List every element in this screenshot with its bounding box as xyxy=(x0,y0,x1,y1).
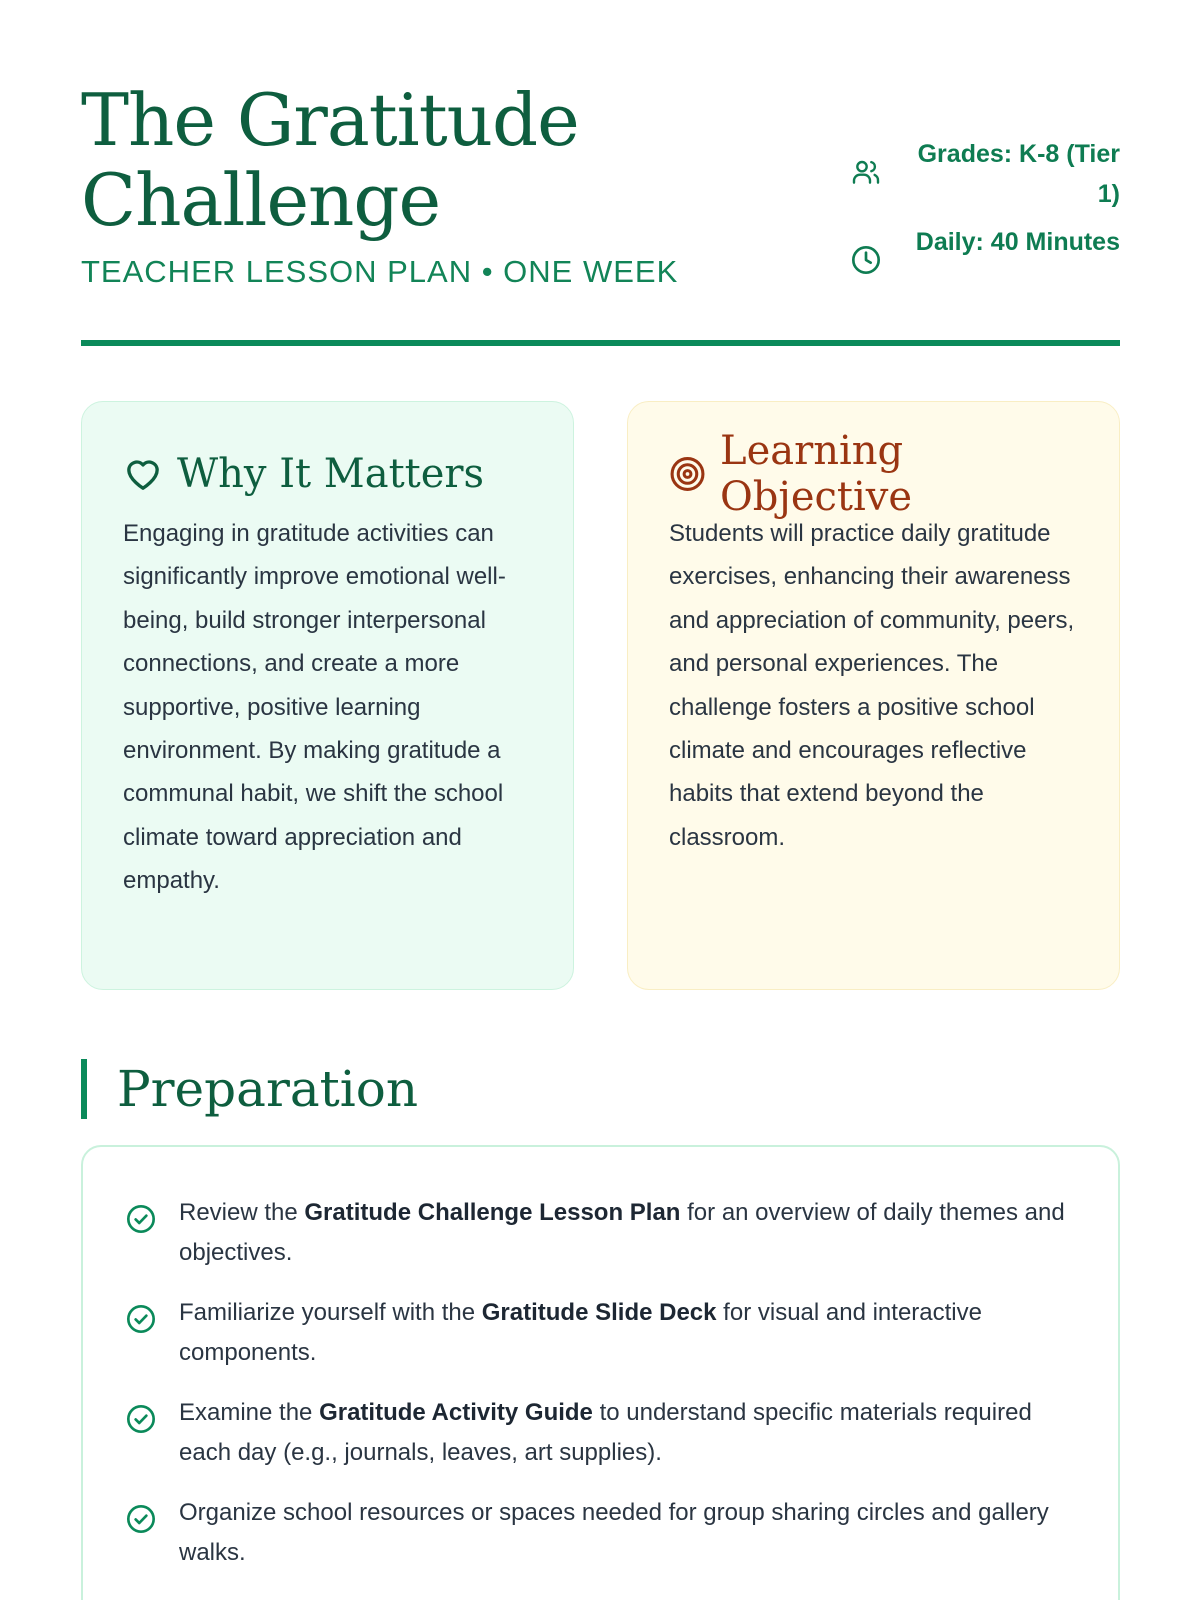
learning-objective-title: Learning Objective xyxy=(720,428,913,520)
preparation-checklist xyxy=(81,1145,1120,1600)
checklist-item-pre: Review the xyxy=(179,1199,305,1226)
checklist-item-post: to understand specific materials required each day (e.g., journals, leaves, art supplies). xyxy=(179,1399,1032,1466)
check-circle-icon xyxy=(125,1203,157,1235)
checklist-item xyxy=(125,1193,1078,1273)
duration-row xyxy=(850,222,1120,310)
page-subtitle: TEACHER LESSON PLAN • ONE WEEK xyxy=(81,254,679,289)
page-title-line-1: The Gratitude xyxy=(81,78,579,162)
check-circle-icon xyxy=(125,1403,157,1435)
page-title-line-2: Challenge xyxy=(81,158,441,242)
checklist-item xyxy=(125,1493,1078,1573)
checklist-item-pre: Organize school resources or spaces needed for group sharing circles and gallery walks. xyxy=(179,1499,1049,1566)
learning-objective-header xyxy=(669,428,1079,520)
target-icon xyxy=(669,454,706,494)
lesson-meta xyxy=(850,134,1120,310)
check-circle-icon xyxy=(125,1303,157,1335)
clock-icon xyxy=(850,244,882,276)
section-accent-bar xyxy=(81,1059,87,1119)
checklist-item xyxy=(125,1293,1078,1373)
preparation-heading xyxy=(81,1059,418,1119)
preparation-title: Preparation xyxy=(117,1060,419,1118)
users-icon xyxy=(850,156,882,188)
checklist-item-pre: Familiarize yourself with the xyxy=(179,1299,482,1326)
checklist-item xyxy=(125,1393,1078,1473)
check-circle-icon xyxy=(125,1503,157,1535)
grades-row xyxy=(850,134,1120,214)
page-header xyxy=(81,80,1120,348)
heart-icon xyxy=(123,454,163,494)
why-it-matters-card xyxy=(81,401,574,990)
learning-objective-body: Students will practice daily gratitude exercises, enhancing their awareness and appreciation of community, peers, and personal experiences. The challenge fosters a positive school climate and encourages reflective habits that extend beyond the classroom. xyxy=(669,520,1075,851)
checklist-item-resource: Gratitude Slide Deck xyxy=(481,1299,717,1326)
checklist-item-resource: Gratitude Activity Guide xyxy=(319,1399,593,1426)
learning-objective-card xyxy=(627,401,1120,990)
header-divider xyxy=(81,340,1120,346)
why-it-matters-body: Engaging in gratitude activities can significantly improve emotional well-being, build stronger interpersonal connections, and create a more supportive, positive learning environment. By making gratitude a communal habit, we shift the school climate toward appreciation and empathy. xyxy=(123,520,506,895)
checklist-item-post: for visual and interactive components. xyxy=(179,1299,982,1366)
checklist-item-pre: Examine the xyxy=(179,1399,320,1426)
why-it-matters-header xyxy=(123,446,533,502)
why-it-matters-title: Why It Matters xyxy=(177,451,485,497)
grades-label: Grades: K-8 (Tier 1) xyxy=(917,140,1120,208)
checklist-item-post: for an overview of daily themes and objectives. xyxy=(179,1199,1065,1266)
checklist-item-resource: Gratitude Challenge Lesson Plan xyxy=(304,1199,681,1226)
duration-label: Daily: 40 Minutes xyxy=(915,228,1120,256)
